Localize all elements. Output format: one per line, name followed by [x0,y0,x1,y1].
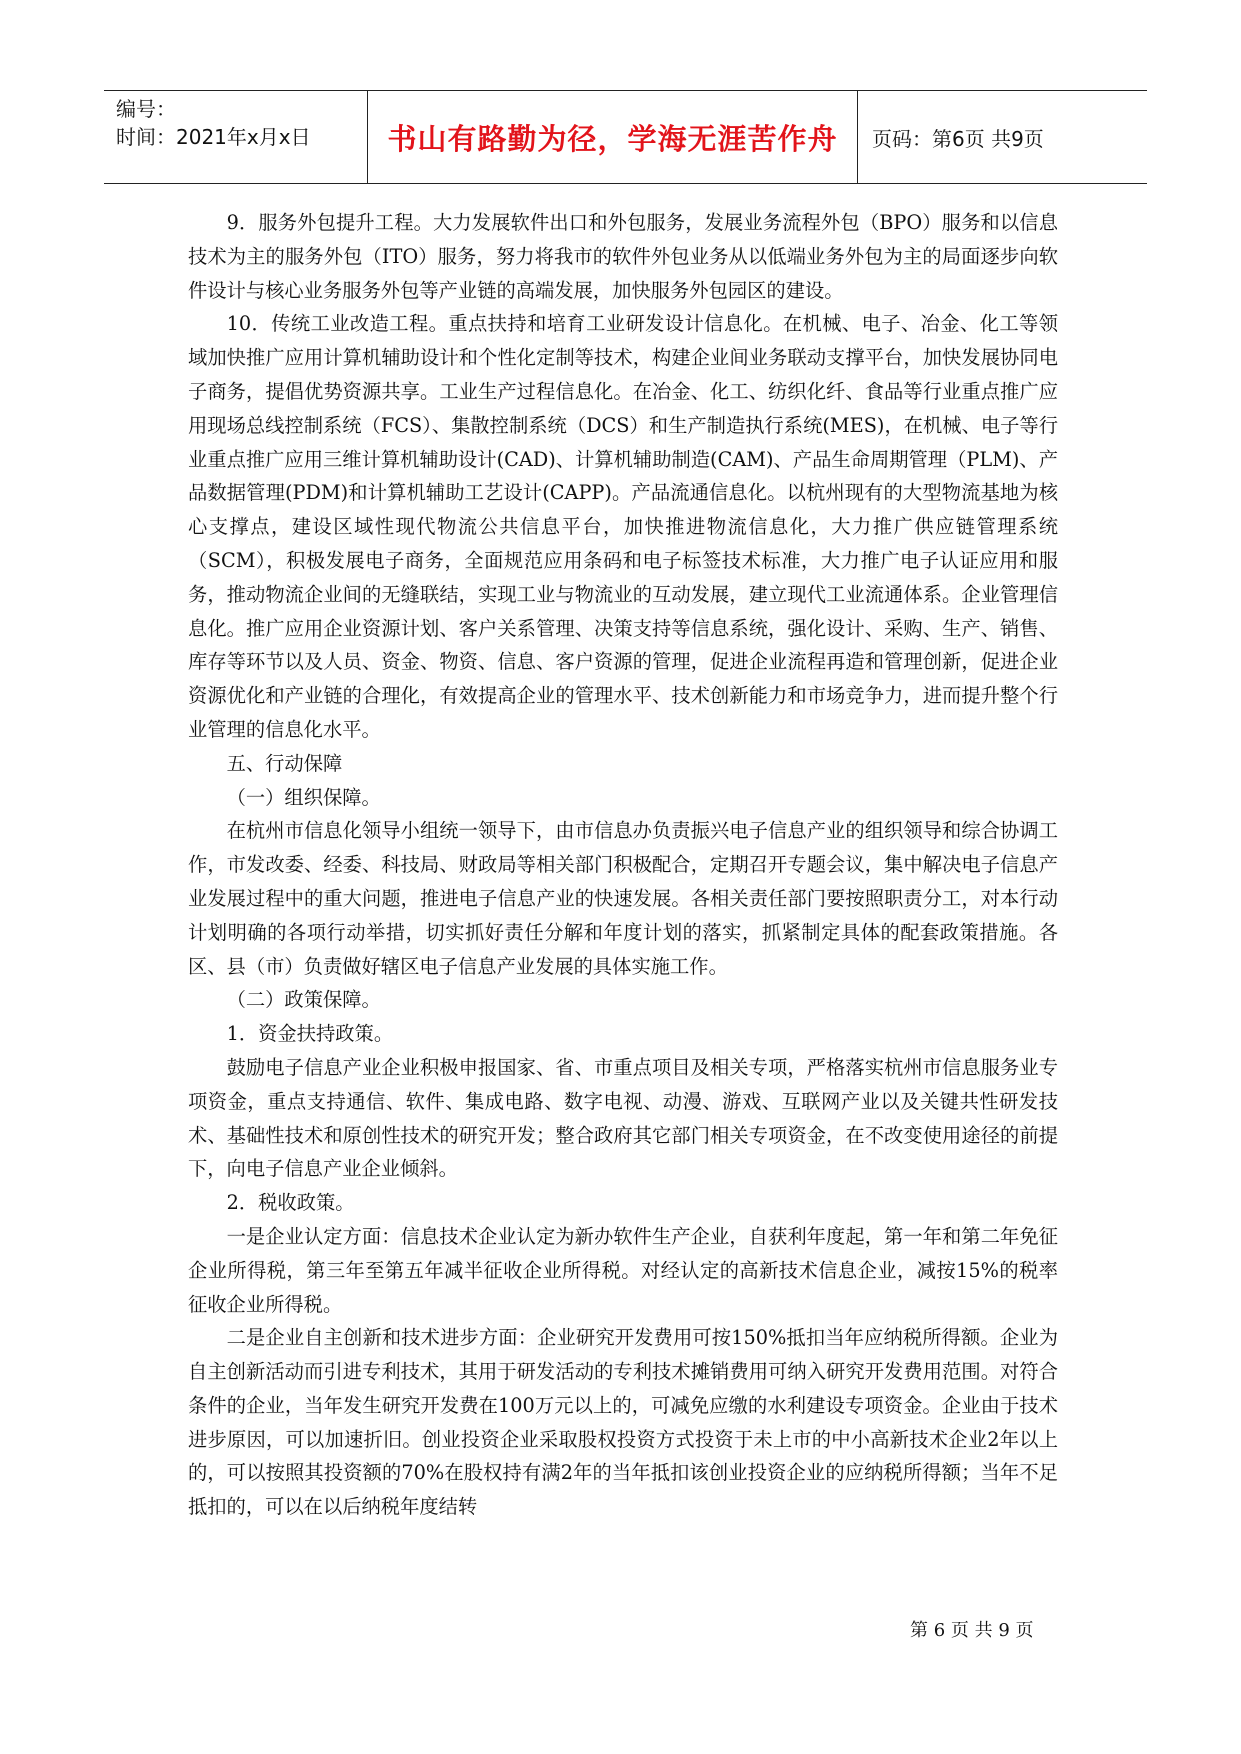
subheading-policy: （二）政策保障。 [226,988,381,1012]
header-meta [104,91,368,183]
paragraph-funding-policy: 鼓励电子信息产业企业积极申报国家、省、市重点项目及相关专项，严格落实杭州市信息服务业专项资金，重点支持通信、软件、集成电路、数字电视、动漫、游戏、互联网产业以及关键共性研发技术、基础性技术和原创性技术的研究开发；整合政府其它部门相关专项资金，在不改变使用途径的前提下，向电子信息产业企业倾斜。 [188,1055,1058,1181]
paragraph-service-outsourcing: 9．服务外包提升工程。大力发展软件出口和外包服务，发展业务流程外包（BPO）服务和以信息技术为主的服务外包（ITO）服务，努力将我市的软件外包业务从以低端业务外包为主的局面逐步向软件设计与核心业务服务外包等产业链的高端发展，加快服务外包园区的建设。 [188,211,1058,302]
paragraph-tax-enterprise: 一是企业认定方面：信息技术企业认定为新办软件生产企业，自获利年度起，第一年和第二年免征企业所得税，第三年至第五年减半征收企业所得税。对经认定的高新技术信息企业，减按15%的税率征收企业所得税。 [188,1224,1058,1316]
header-page-info [858,91,1147,183]
document-body [188,206,1058,1524]
paragraph-tax-innovation: 二是企业自主创新和技术进步方面：企业研究开发费用可按150%抵扣当年应纳税所得额。企业为自主创新活动而引进专利技术，其用于研发活动的专利技术摊销费用可纳入研究开发费用范围。对符合条件的企业，当年发生研究开发费在100万元以上的，可减免应缴的水利建设专项资金。企业由于技术进步原因，可以加速折旧。创业投资企业采取股权投资方式投资于未上市的中小高新技术企业2年以上的，可以按照其投资额的70%在股权持有满2年的当年抵扣该创业投资企业的应纳税所得额；当年不足抵扣的，可以在以后纳税年度结转 [188,1326,1058,1519]
time-label: 时间：2021年x月x日 [116,125,311,149]
number-label: 编号： [116,97,176,121]
subheading-funding-policy: 1．资金扶持政策。 [226,1022,394,1046]
header-motto: 书山有路勤为径，学海无涯苦作舟 [387,121,838,156]
paragraph-traditional-industry: 10．传统工业改造工程。重点扶持和培育工业研发设计信息化。在机械、电子、冶金、化工等领域加快推广应用计算机辅助设计和个性化定制等技术，构建企业间业务联动支撑平台，加快发展协同电子商务，提倡优势资源共享。工业生产过程信息化。在冶金、化工、纺织化纤、食品等行业重点推广应用现场总线控制系统（FCS）、集散控制系统（DCS）和生产制造执行系统(MES)，在机械、电子等行业重点推广应用三维计算机辅助设计(CAD)、计算机辅助制造(CAM)、产品生命周期管理（PLM)、产品数据管理(PDM)和计算机辅助工艺设计(CAPP)。产品流通信息化。以杭州现有的大型物流基地为核心支撑点，建设区域性现代物流公共信息平台，加快推进物流信息化，大力推广供应链管理系统（SCM），积极发展电子商务，全面规范应用条码和电子标签技术标准，大力推广电子认证应用和服务，推动物流企业间的无缝联结，实现工业与物流业的互动发展，建立现代工业流通体系。企业管理信息化。推广应用企业资源计划、客户关系管理、决策支持等信息系统，强化设计、采购、生产、销售、库存等环节以及人员、资金、物资、信息、客户资源的管理，促进企业流程再造和管理创新，促进企业资源优化和产业链的合理化，有效提高企业的管理水平、技术创新能力和市场竞争力，进而提升整个行业管理的信息化水平。 [188,312,1058,741]
subheading-tax-policy: 2．税收政策。 [226,1191,355,1215]
page-footer: 第 6 页 共 9 页 [910,1620,1034,1641]
section-heading-action-guarantee: 五、行动保障 [226,751,343,775]
page-label: 页码：第6页 共9页 [872,126,1044,151]
header-motto-cell [368,91,858,183]
paragraph-organization: 在杭州市信息化领导小组统一领导下，由市信息办负责振兴电子信息产业的组织领导和综合协调工作，市发改委、经委、科技局、财政局等相关部门积极配合，定期召开专题会议，集中解决电子信息产业发展过程中的重大问题，推进电子信息产业的快速发展。各相关责任部门要按照职责分工，对本行动计划明确的各项行动举措，切实抓好责任分解和年度计划的落实，抓紧制定具体的配套政策措施。各区、县（市）负责做好辖区电子信息产业发展的具体实施工作。 [188,819,1058,978]
page-header [104,90,1147,184]
subheading-organization: （一）组织保障。 [226,785,381,809]
